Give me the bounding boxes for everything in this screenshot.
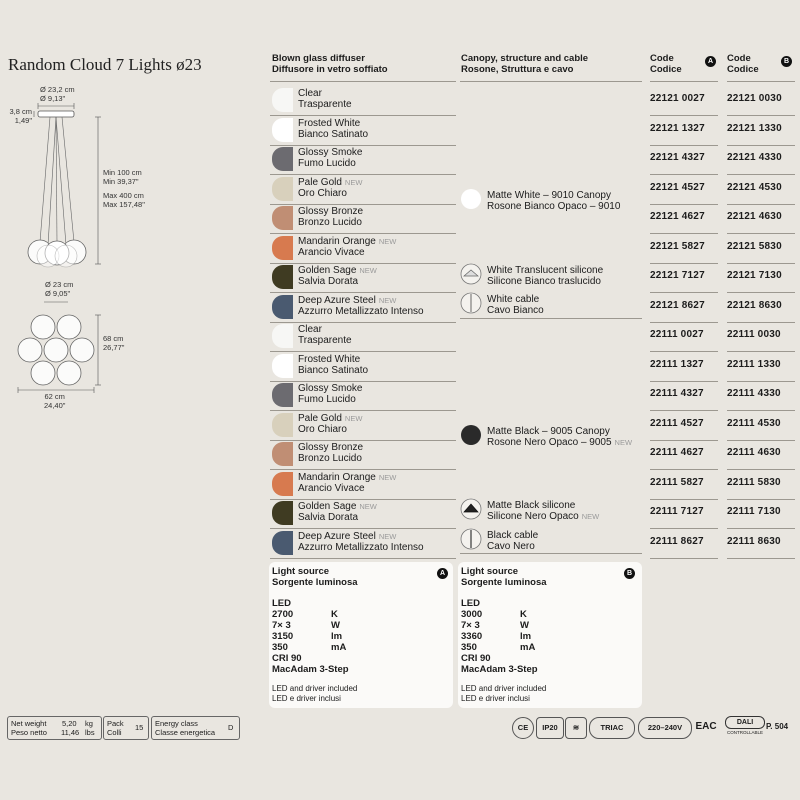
diffuser-name-it: Azzurro Metallizzato Intenso bbox=[298, 306, 424, 317]
diffuser-name-it: Arancio Vivace bbox=[298, 247, 365, 258]
new-badge: NEW bbox=[359, 266, 377, 275]
divider bbox=[727, 410, 795, 411]
product-title: Random Cloud 7 Lights ø23 bbox=[8, 55, 202, 74]
divider bbox=[727, 81, 795, 82]
diffuser-row bbox=[270, 116, 456, 144]
diffuser-row bbox=[270, 352, 456, 380]
diffuser-name-it: Bronzo Lucido bbox=[298, 217, 362, 228]
color-swatch bbox=[272, 177, 293, 201]
divider bbox=[460, 553, 642, 554]
new-badge: NEW bbox=[344, 414, 363, 423]
color-swatch bbox=[272, 324, 293, 348]
diffuser-row bbox=[270, 322, 456, 350]
new-badge: NEW bbox=[344, 178, 363, 187]
divider bbox=[650, 292, 718, 293]
divider bbox=[650, 469, 718, 470]
diffuser-name-it: Oro Chiaro bbox=[298, 188, 347, 199]
diffuser-name-it: Trasparente bbox=[298, 335, 352, 346]
code-b: 22121 4330 bbox=[727, 152, 782, 163]
code-b: 22111 7130 bbox=[727, 506, 781, 517]
cable-length: Min 100 cm Min 39,37" Max 400 cm Max 157,48" bbox=[103, 168, 145, 209]
diffuser-row bbox=[270, 440, 456, 468]
diffuser-name-en: Deep Azure Steel NEW bbox=[298, 295, 397, 306]
divider bbox=[270, 558, 456, 559]
divider bbox=[727, 351, 795, 352]
code-a: 22111 4527 bbox=[650, 418, 704, 429]
code-a: 22111 7127 bbox=[650, 506, 704, 517]
diffuser-name-en: Glossy Smoke bbox=[298, 147, 363, 158]
divider bbox=[270, 81, 456, 82]
divider bbox=[650, 558, 718, 559]
badge-a: A bbox=[437, 568, 448, 579]
code-b: 22111 4330 bbox=[727, 388, 781, 399]
divider bbox=[727, 528, 795, 529]
code-a: 22111 1327 bbox=[650, 359, 704, 370]
header-code-a: Code Codice bbox=[650, 53, 682, 75]
color-swatch bbox=[272, 472, 293, 496]
code-b: 22111 0030 bbox=[727, 329, 781, 340]
diffuser-row bbox=[270, 145, 456, 173]
code-a: 22121 4527 bbox=[650, 182, 705, 193]
divider bbox=[460, 318, 642, 319]
ce-icon: CE bbox=[512, 717, 534, 739]
code-b: 22121 1330 bbox=[727, 123, 782, 134]
code-b: 22111 8630 bbox=[727, 536, 781, 547]
code-b: 22121 4630 bbox=[727, 211, 782, 222]
code-a: 22121 4327 bbox=[650, 152, 705, 163]
eac-icon: EAC bbox=[695, 721, 717, 732]
divider bbox=[650, 263, 718, 264]
divider bbox=[727, 499, 795, 500]
code-a: 22111 4627 bbox=[650, 447, 704, 458]
diffuser-name-en: Clear bbox=[298, 88, 322, 99]
code-a: 22111 5827 bbox=[650, 477, 704, 488]
color-swatch bbox=[272, 442, 293, 466]
net-weight-box: Net weight Peso netto 5,20 kg 11,46 lbs bbox=[7, 716, 102, 740]
code-a: 22121 1327 bbox=[650, 123, 705, 134]
globe-diameter: Ø 23 cm Ø 9,05" bbox=[45, 280, 74, 298]
divider bbox=[650, 528, 718, 529]
new-badge: NEW bbox=[378, 237, 397, 246]
silicone-cap-icon bbox=[460, 263, 482, 285]
silicone-cap-icon bbox=[460, 498, 482, 520]
color-swatch bbox=[272, 118, 293, 142]
diffuser-row bbox=[270, 499, 456, 527]
black-canopy-icon bbox=[460, 424, 482, 446]
code-a: 22111 8627 bbox=[650, 536, 704, 547]
color-swatch bbox=[272, 413, 293, 437]
divider bbox=[727, 469, 795, 470]
cable-icon bbox=[460, 292, 482, 314]
diffuser-name-it: Salvia Dorata bbox=[298, 276, 359, 287]
code-b: 22111 4530 bbox=[727, 418, 781, 429]
diffuser-name-en: Glossy Bronze bbox=[298, 442, 364, 453]
diffuser-row bbox=[270, 529, 456, 557]
triac-icon: TRIAC bbox=[589, 717, 635, 739]
badge-a: A bbox=[705, 56, 716, 67]
white-canopy-icon bbox=[460, 188, 482, 210]
header-canopy: Canopy, structure and cable Rosone, Struttura e cavo bbox=[461, 53, 589, 75]
color-swatch bbox=[272, 501, 293, 525]
color-swatch bbox=[272, 88, 293, 112]
technical-drawing bbox=[0, 0, 260, 420]
diffuser-row bbox=[270, 204, 456, 232]
diffuser-name-it: Trasparente bbox=[298, 99, 352, 110]
diffuser-name-en: Deep Azure Steel NEW bbox=[298, 531, 397, 542]
voltage-icon: 220–240V bbox=[638, 717, 692, 739]
code-a: 22121 4627 bbox=[650, 211, 705, 222]
color-swatch bbox=[272, 383, 293, 407]
diffuser-row bbox=[270, 234, 456, 262]
divider bbox=[727, 233, 795, 234]
code-b: 22121 7130 bbox=[727, 270, 782, 281]
diffuser-name-it: Bianco Satinato bbox=[298, 365, 369, 376]
diffuser-name-it: Fumo Lucido bbox=[298, 158, 356, 169]
diffuser-name-it: Fumo Lucido bbox=[298, 394, 356, 405]
header-diffuser: Blown glass diffuser Diffusore in vetro soffiato bbox=[272, 53, 388, 75]
code-b: 22111 5830 bbox=[727, 477, 781, 488]
diffuser-name-en: Mandarin Orange NEW bbox=[298, 236, 397, 247]
page-reference: P. 504 bbox=[766, 722, 789, 731]
divider bbox=[460, 81, 642, 82]
cluster-width: 62 cm 24,40" bbox=[44, 392, 66, 410]
diffuser-name-en: Glossy Smoke bbox=[298, 383, 363, 394]
divider bbox=[650, 81, 718, 82]
new-badge: NEW bbox=[359, 502, 377, 511]
diffuser-name-en: Glossy Bronze bbox=[298, 206, 364, 217]
code-b: 22121 4530 bbox=[727, 182, 782, 193]
divider bbox=[727, 174, 795, 175]
new-badge: NEW bbox=[378, 473, 397, 482]
diffuser-name-it: Oro Chiaro bbox=[298, 424, 347, 435]
divider bbox=[650, 233, 718, 234]
code-a: 22121 7127 bbox=[650, 270, 705, 281]
code-b: 22121 8630 bbox=[727, 300, 782, 311]
diffuser-row bbox=[270, 381, 456, 409]
pack-box: Pack Colli 15 bbox=[103, 716, 149, 740]
divider bbox=[650, 381, 718, 382]
code-b: 22121 5830 bbox=[727, 241, 782, 252]
color-swatch bbox=[272, 531, 293, 555]
divider bbox=[650, 204, 718, 205]
diffuser-name-en: Mandarin Orange NEW bbox=[298, 472, 397, 483]
diffuser-name-it: Salvia Dorata bbox=[298, 512, 359, 523]
cable-icon bbox=[460, 528, 482, 550]
divider bbox=[727, 292, 795, 293]
divider bbox=[727, 440, 795, 441]
color-swatch bbox=[272, 206, 293, 230]
diffuser-name-it: Bronzo Lucido bbox=[298, 453, 362, 464]
diffuser-name-en: Pale Gold NEW bbox=[298, 413, 363, 424]
code-a: 22121 5827 bbox=[650, 241, 705, 252]
color-swatch bbox=[272, 147, 293, 171]
spec-list: LED 3000 K 7× 3 W 3360 lm 350 mA CRI 90 MacAdam 3-Step bbox=[461, 598, 538, 675]
energy-class-box: Energy class Classe energetica D bbox=[151, 716, 240, 740]
divider bbox=[650, 499, 718, 500]
diffuser-row bbox=[270, 86, 456, 114]
color-swatch bbox=[272, 354, 293, 378]
canopy-height: 3,8 cm 1,49" bbox=[9, 107, 32, 125]
ip20-icon: IP20 bbox=[536, 717, 564, 739]
code-a: 22121 0027 bbox=[650, 93, 705, 104]
light-source-b: Light source Sorgente luminosa B LED 3000 K 7× 3 W 3360 lm 350 mA CRI 90 MacAdam 3-Step LED and driver included LED e driver inclusi bbox=[458, 562, 642, 708]
new-badge: NEW bbox=[378, 296, 397, 305]
code-b: 22111 4630 bbox=[727, 447, 781, 458]
divider bbox=[650, 410, 718, 411]
divider bbox=[650, 351, 718, 352]
code-b: 22121 0030 bbox=[727, 93, 782, 104]
diffuser-row bbox=[270, 293, 456, 321]
divider bbox=[727, 558, 795, 559]
new-badge: NEW bbox=[378, 532, 397, 541]
divider bbox=[650, 115, 718, 116]
diffuser-row bbox=[270, 411, 456, 439]
diffuser-row bbox=[270, 263, 456, 291]
code-a: 22111 0027 bbox=[650, 329, 704, 340]
diffuser-name-it: Azzurro Metallizzato Intenso bbox=[298, 542, 424, 553]
divider bbox=[727, 322, 795, 323]
header-code-b: Code Codice bbox=[727, 53, 759, 75]
divider bbox=[727, 263, 795, 264]
divider bbox=[727, 381, 795, 382]
dimmable-icon: ≋ bbox=[565, 717, 587, 739]
divider bbox=[650, 145, 718, 146]
diffuser-name-en: Frosted White bbox=[298, 354, 361, 365]
divider bbox=[650, 440, 718, 441]
diffuser-name-en: Golden Sage NEW bbox=[298, 265, 377, 276]
canopy-diameter: Ø 23,2 cm Ø 9,13" bbox=[40, 85, 75, 103]
divider bbox=[650, 322, 718, 323]
diffuser-name-en: Frosted White bbox=[298, 118, 361, 129]
divider bbox=[650, 174, 718, 175]
diffuser-name-en: Pale Gold NEW bbox=[298, 177, 363, 188]
diffuser-name-en: Clear bbox=[298, 324, 322, 335]
divider bbox=[727, 145, 795, 146]
color-swatch bbox=[272, 295, 293, 319]
code-b: 22111 1330 bbox=[727, 359, 781, 370]
cluster-height: 68 cm 26,77" bbox=[103, 334, 125, 352]
diffuser-name-en: Golden Sage NEW bbox=[298, 501, 377, 512]
diffuser-name-it: Bianco Satinato bbox=[298, 129, 369, 140]
color-swatch bbox=[272, 236, 293, 260]
divider bbox=[727, 204, 795, 205]
diffuser-row bbox=[270, 175, 456, 203]
code-a: 22111 4327 bbox=[650, 388, 704, 399]
divider bbox=[727, 115, 795, 116]
spec-list: LED 2700 K 7× 3 W 3150 lm 350 mA CRI 90 MacAdam 3-Step bbox=[272, 598, 349, 675]
color-swatch bbox=[272, 265, 293, 289]
code-a: 22121 8627 bbox=[650, 300, 705, 311]
badge-b: B bbox=[624, 568, 635, 579]
badge-b: B bbox=[781, 56, 792, 67]
light-source-a: Light source Sorgente luminosa A LED 2700 K 7× 3 W 3150 lm 350 mA CRI 90 MacAdam 3-Step LED and driver included LED e driver inclusi bbox=[269, 562, 453, 708]
diffuser-name-it: Arancio Vivace bbox=[298, 483, 365, 494]
dali-icon: DALI CONTROLLABLE bbox=[725, 716, 765, 738]
diffuser-row bbox=[270, 470, 456, 498]
